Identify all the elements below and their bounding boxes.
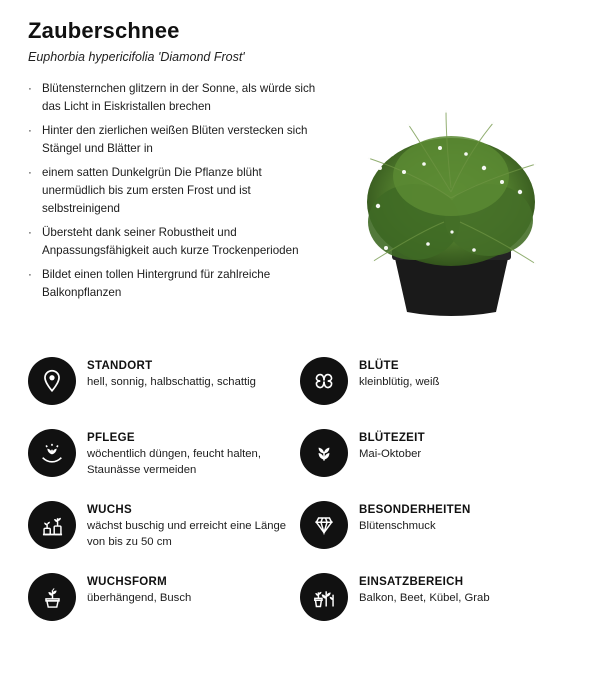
fact-bluetezeit xyxy=(300,427,572,499)
fact-value: Mai-Oktober xyxy=(359,448,422,460)
fact-label: BESONDERHEITEN xyxy=(359,504,471,516)
list-item-text: einem satten Dunkelgrün Die Pflanze blüht unermüdlich bis zum ersten Frost und ist selbstreinigend xyxy=(42,165,262,215)
fact-label: BLÜTE xyxy=(359,360,399,372)
fact-text xyxy=(76,427,287,478)
fact-label: WUCHSFORM xyxy=(87,576,167,588)
fact-value: wächst buschig und erreicht eine Länge von bis zu 50 cm xyxy=(87,520,287,549)
fact-pflege xyxy=(28,427,300,499)
list-item-text: Bildet einen tollen Hintergrund für zahlreiche Balkonpflanzen xyxy=(42,267,271,299)
card-header xyxy=(0,0,600,64)
bloom-leaves-icon xyxy=(300,429,348,477)
diamond-icon xyxy=(300,501,348,549)
watering-hand-icon xyxy=(28,429,76,477)
fact-besonderheiten xyxy=(300,499,572,571)
fact-label: BLÜTEZEIT xyxy=(359,432,425,444)
list-item-text: Blütensternchen glitzern in der Sonne, als würde sich das Licht in Eiskristallen brechen xyxy=(42,82,316,113)
fact-label: EINSATZBEREICH xyxy=(359,576,464,588)
description-and-image xyxy=(0,64,600,328)
bullet-marker: · xyxy=(28,82,32,95)
description-bullet-list xyxy=(28,78,318,308)
fact-label: WUCHS xyxy=(87,504,132,516)
fact-grid xyxy=(28,355,572,643)
fact-standort xyxy=(28,355,300,427)
fact-text xyxy=(76,499,287,550)
fact-label: STANDORT xyxy=(87,360,153,372)
growth-plants-icon xyxy=(28,501,76,549)
fact-text xyxy=(76,355,256,390)
list-item xyxy=(28,122,318,158)
fact-wuchsform xyxy=(28,571,300,643)
fact-value: Balkon, Beet, Kübel, Grab xyxy=(359,592,490,604)
fact-text xyxy=(348,355,439,390)
list-item-text: Übersteht dank seiner Robustheit und Anpassungsfähigkeit auch kurze Trockenperioden xyxy=(42,225,299,257)
fact-label: PFLEGE xyxy=(87,432,135,444)
list-item xyxy=(28,224,318,260)
list-item xyxy=(28,266,318,302)
potted-plant-icon xyxy=(28,573,76,621)
fact-text xyxy=(348,571,490,606)
flower-icon xyxy=(300,357,348,405)
list-item xyxy=(28,164,318,218)
page-title: Zauberschnee xyxy=(28,18,180,43)
fact-value: Blütenschmuck xyxy=(359,520,436,532)
fact-einsatzbereich xyxy=(300,571,572,643)
list-item-text: Hinter den zierlichen weißen Blüten verstecken sich Stängel und Blätter in xyxy=(42,123,308,155)
fact-value: kleinblütig, weiß xyxy=(359,376,440,388)
bullet-marker: · xyxy=(28,123,32,137)
location-pin-icon xyxy=(28,357,76,405)
bullet-marker: · xyxy=(28,165,32,179)
bullet-marker: · xyxy=(28,267,32,281)
bullet-marker: · xyxy=(28,225,32,239)
pot-and-bed-icon xyxy=(300,573,348,621)
fact-value: wöchentlich düngen, feucht halten, Staunässe vermeiden xyxy=(87,448,261,477)
plant-photo xyxy=(324,78,576,328)
fact-bluete xyxy=(300,355,572,427)
fact-wuchs xyxy=(28,499,300,571)
list-item xyxy=(28,80,318,116)
fact-value: überhängend, Busch xyxy=(87,592,192,604)
fact-value: hell, sonnig, halbschattig, schattig xyxy=(87,376,256,388)
plant-illustration xyxy=(324,72,579,324)
fact-text xyxy=(76,571,191,606)
fact-text xyxy=(348,499,471,534)
botanical-name: Euphorbia hypericifolia 'Diamond Frost' xyxy=(28,50,245,64)
fact-text xyxy=(348,427,425,462)
